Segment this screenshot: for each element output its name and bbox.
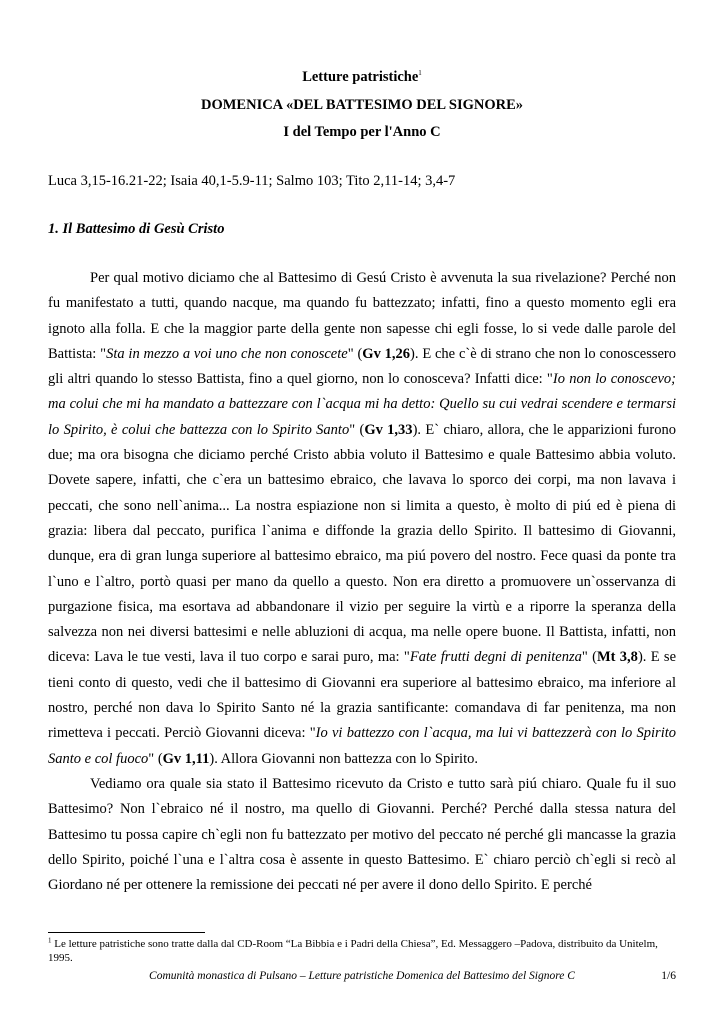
- page-number: 1/6: [661, 970, 676, 982]
- section-title: 1. Il Battesimo di Gesù Cristo: [48, 221, 225, 237]
- footer-text: Comunità monastica di Pulsano – Letture patristiche Domenica del Battesimo del Signore C: [149, 970, 575, 982]
- document-subtitle: DOMENICA «DEL BATTESIMO DEL SIGNORE»: [200, 97, 524, 113]
- paragraph-1: Per qual motivo diciamo che al Battesimo di Gesú Cristo è avvenuta la sua rivelazione? Perché non fu manifestato a tutti, quando nacque, ma quando fu battezzato; infatti, fino a questo momento egli era ignoto alla folla. E che la maggior parte della gente non sapesse chi egli fosse, lo si vede dalle parole del Battista: "Sta in mezzo a voi uno che non conoscete" (Gv 1,26). E che c`è di strano che non lo conoscessero gli altri quando lo stesso Battista, fino a quel giorno, non lo conosceva? Infatti dice: "Io non lo conoscevo; ma colui che mi ha mandato a battezzare con l`acqua mi ha detto: Quello su cui vedrai scendere e termarsi lo Spirito, è colui che battezza con lo Spirito Santo" (Gv 1,33). E` chiaro, allora, che le apparizioni furono due; ma ora bisogna che diciamo perché Cristo abbia voluto il Battesimo e quale Battesimo abbia voluto. Dovete sapere, infatti, che c`era un battesimo ebraico, che lavava lo sporco dei corpi, ma non lavava i peccati, che sono nell`anima... La nostra espiazione non si limita a questo, è molto di piú ed è piena di grazia: libera dal peccato, purifica l`anima e diffonde la grazia dello Spirito. Il battesimo di Giovanni, dunque, era di gran lunga superiore al battesimo ebraico, ma piú povero del nostro. Fece quasi da ponte tra l`uno e l`altro, portò quasi per mano da quello a questo. Non era diretto a promuovere un`osservanza di purgazione fisica, ma esortava ad abbandonare il vizio per seguire la virtù e a riporre la speranza della salvezza non nei diversi battesimi e nelle abluzioni di acqua, ma nelle opere buone. Il Battista, infatti, non diceva: Lava le tue vesti, lava il tuo corpo e sarai puro, ma: "Fate frutti degni di penitenza" (Mt 3,8). E se tieni conto di questo, vedi che il battesimo di Giovanni era superiore al battesimo ebraico, ma inferiore al nostro, perché non dava lo Spirito Santo né la grazia santificante: comandava di far penitenza, ma non rimetteva i peccati. Perciò Giovanni diceva: "Io vi battezzo con l`acqua, ma lui vi battezzerà con lo Spirito Santo e col fuoco" (Gv 1,11). Allora Giovanni non battezza con lo Spirito.: [48, 270, 677, 767]
- scripture-reference: Gv 1,33: [364, 421, 413, 438]
- page-footer: [48, 968, 676, 984]
- quote: Sta in mezzo a voi uno che non conoscete: [106, 345, 348, 362]
- footnote-reference: 1: [418, 69, 422, 78]
- document-title: Letture patristiche$^1$: [302, 69, 422, 85]
- footnote: $^1$ Le letture patristiche sono tratte dalla dal CD-Room “La Bibbia e i Padri della Chiesa”, Ed. Messaggero –Padova, distribuito da Unitelm, 1995.: [48, 936, 658, 964]
- footnote-separator: [48, 932, 205, 933]
- quote: Io vi battezzo con l`acqua, ma lui vi battezzerà con lo Spirito Santo e col fuoco: [48, 725, 676, 767]
- paragraph-2: Vediamo ora quale sia stato il Battesimo ricevuto da Cristo e tutto sarà piú chiaro. Quale fu il suo Battesimo? Non l`ebraico né il nostro, ma quello di Giovanni. Perché? Perché dalla stessa natura del Battesimo tu possa capire ch`egli non fu battezzato per motivo del peccato né perché gli mancasse la grazia dello Spirito, poiché l`una e l`altra cosa è assente in questo Battesimo. E` chiaro perciò ch`egli si recò al Giordano né per ottenere la remissione dei peccati né per avere il dono dello Spirito. E perché: [48, 775, 676, 894]
- scripture-reference: Gv 1,11: [162, 750, 210, 767]
- scripture-reference: Mt 3,8: [596, 649, 638, 666]
- quote: Io non lo conoscevo; ma colui che mi ha mandato a battezzare con l`acqua mi ha detto: Quello su cui vedrai scendere e termarsi lo Spirito, è colui che battezza con lo Spirito Santo: [48, 371, 676, 438]
- quote: Fate frutti degni di penitenza: [409, 649, 582, 666]
- scripture-readings: Luca 3,15-16.21-22; Isaia 40,1-5.9-11; Salmo 103; Tito 2,11-14; 3,4-7: [48, 173, 456, 189]
- scripture-reference: Gv 1,26: [362, 345, 411, 362]
- body-text: [48, 266, 676, 898]
- liturgical-season: I del Tempo per l'Anno C: [283, 124, 441, 140]
- footnote-mark: 1: [48, 936, 52, 945]
